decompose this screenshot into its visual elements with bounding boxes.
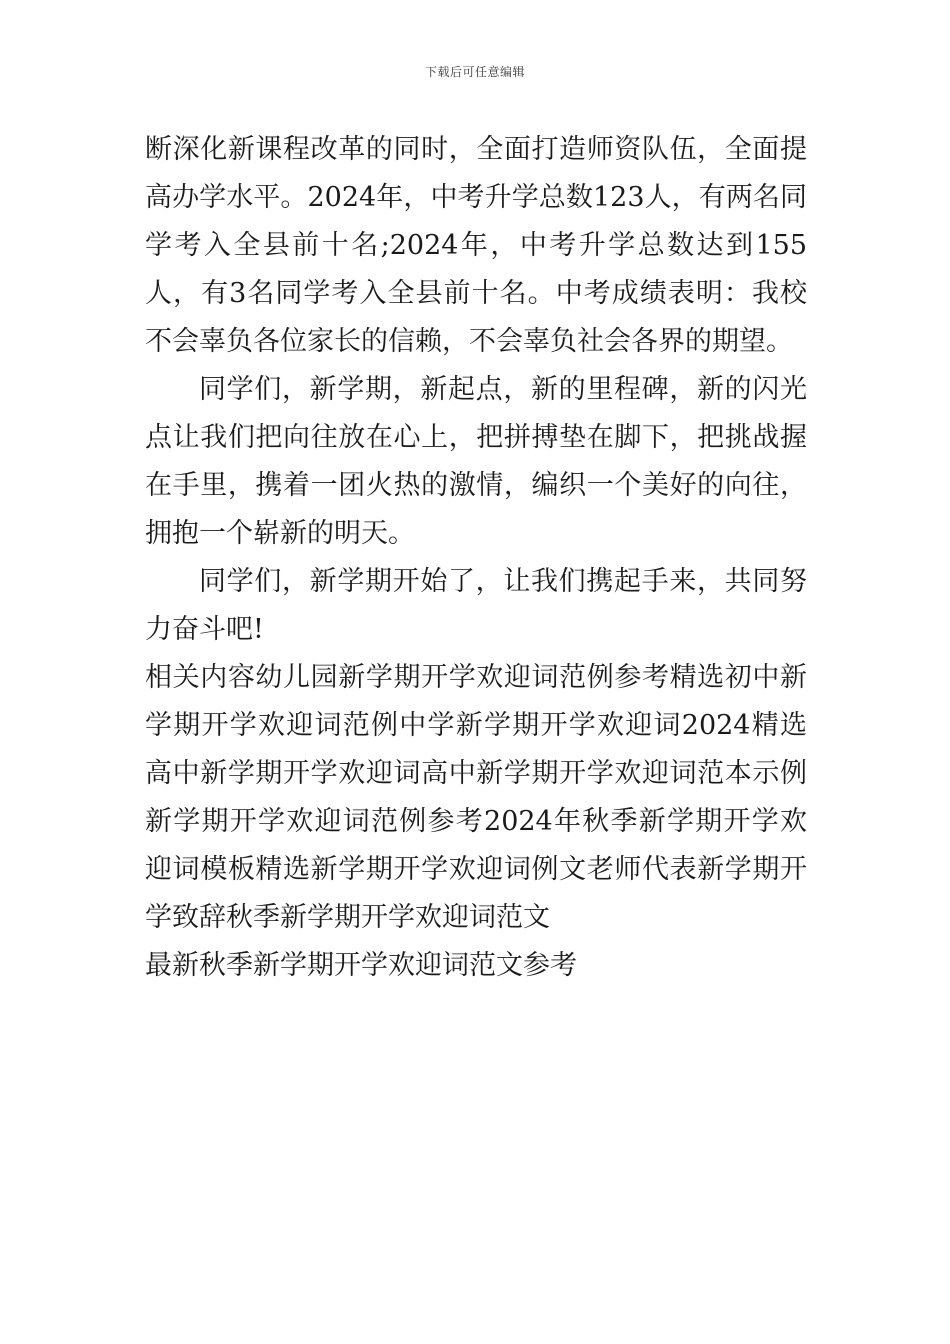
paragraph-3: 同学们，新学期开始了，让我们携起手来，共同努力奋斗吧! [145, 566, 807, 645]
document-body [145, 126, 807, 990]
related-content: 相关内容幼儿园新学期开学欢迎词范例参考精选初中新学期开学欢迎词范例中学新学期开学欢迎词2024精选高中新学期开学欢迎词高中新学期开学欢迎词范本示例新学期开学欢迎词范例参考2024年秋季新学期开学欢迎词模板精选新学期开学欢迎词例文老师代表新学期开学致辞秋季新学期开学欢迎词范文 [145, 662, 807, 933]
paragraph-2: 同学们，新学期，新起点，新的里程碑，新的闪光点让我们把向往放在心上，把拼搏垫在脚下，把挑战握在手里，携着一团火热的激情，编织一个美好的向往，拥抱一个崭新的明天。 [145, 374, 807, 549]
page-header: 下载后可任意编辑 [424, 65, 525, 79]
related-title: 最新秋季新学期开学欢迎词范文参考 [145, 950, 577, 981]
paragraph-1: 断深化新课程改革的同时，全面打造师资队伍，全面提高办学水平。2024年，中考升学总数123人，有两名同学考入全县前十名;2024年，中考升学总数达到155人，有3名同学考入全县前十名。中考成绩表明：我校不会辜负各位家长的信赖，不会辜负社会各界的期望。 [145, 134, 807, 357]
